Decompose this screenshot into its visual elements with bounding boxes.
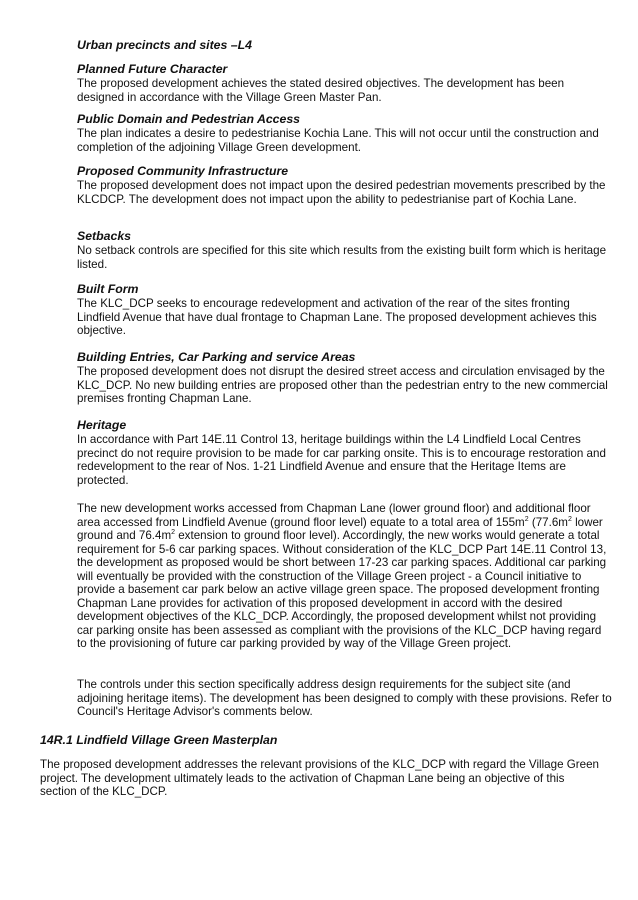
heritage-detail-part4: extension to ground floor level). Accordingly, the new works would generate a total requirement for 5-6 car parking spaces. Without consideration of the KLC_DCP Part 14E.11 Control 13, the development as proposed would be short between 17-23 car parking spaces. Additional car parking will eventually be provided with the construction of the Village Green project - a Council initiative to provide a basement car park below an active village green space. The proposed development fronting Chapman Lane provides for activation of this proposed development in accord with the desired development objectives of the KLC_DCP. Accordingly, the proposed development whilst not providing car parking onsite has been assessed as compliant with the provisions of the KLC_DCP having regard to the provisioning of future car parking provided by way of the Village Green project. <box>77 529 607 650</box>
section-title: Urban precincts and sites –L4 <box>77 38 252 52</box>
para-public-domain: The plan indicates a desire to pedestrianise Kochia Lane. This will not occur until the construction and completion of the adjoining Village Green development. <box>77 127 599 154</box>
heading-14r1: 14R.1 Lindfield Village Green Masterplan <box>40 733 278 747</box>
heading-planned-future-character: Planned Future Character <box>77 62 228 76</box>
para-heritage-detail <box>77 502 612 651</box>
heading-setbacks: Setbacks <box>77 229 132 243</box>
heading-heritage: Heritage <box>77 418 127 432</box>
para-building-entries: The proposed development does not disrupt the desired street access and circulation envisaged by the KLC_DCP. No new building entries are proposed other than the pedestrian entry to the new commercial premises fronting Chapman Lane. <box>77 365 608 405</box>
heading-public-domain: Public Domain and Pedestrian Access <box>77 112 301 126</box>
heading-community-infrastructure: Proposed Community Infrastructure <box>77 164 289 178</box>
heading-built-form: Built Form <box>77 282 139 296</box>
para-built-form: The KLC_DCP seeks to encourage redevelopment and activation of the rear of the sites fronting Lindfield Avenue that have dual frontage to Chapman Lane. The proposed development achieves this objective. <box>77 297 597 337</box>
superscript-squared: 2 <box>171 529 176 537</box>
para-community-infrastructure: The proposed development does not impact upon the desired pedestrian movements prescribed by the KLCDCP. The development does not impact upon the ability to pedestrianise part of Kochia Lane. <box>77 179 606 206</box>
heritage-detail-part2: (77.6m <box>528 515 568 529</box>
heritage-detail-part3: lower ground and 76.4m <box>77 515 603 542</box>
para-planned-future-character: The proposed development achieves the stated desired objectives. The development has been designed in accordance with the Village Green Master Pan. <box>77 77 565 104</box>
heritage-detail-part1: The new development works accessed from Chapman Lane (lower ground floor) and additional floor area accessed from Lindfield Avenue (ground floor level) equate to a total area of 155m <box>77 502 591 529</box>
superscript-squared: 2 <box>524 515 529 523</box>
superscript-squared: 2 <box>567 515 572 523</box>
heading-building-entries: Building Entries, Car Parking and service Areas <box>77 350 356 364</box>
para-setbacks: No setback controls are specified for this site which results from the existing built form which is heritage listed. <box>77 244 607 271</box>
para-heritage: In accordance with Part 14E.11 Control 13, heritage buildings within the L4 Lindfield Local Centres precinct do not require provision to be made for car parking onsite. This is to encourage restoration and redevelopment to the rear of Nos. 1-21 Lindfield Avenue and ensure that the Heritage Items are protected. <box>77 433 606 487</box>
para-controls: The controls under this section specifically address design requirements for the subject site (and adjoining heritage items). The development has been designed to comply with these provisions. Refer to Council's Heritage Advisor's comments below. <box>77 678 612 718</box>
para-14r1: The proposed development addresses the relevant provisions of the KLC_DCP with regard the Village Green project. The development ultimately leads to the activation of Chapman Lane being an objective of this section of the KLC_DCP. <box>40 758 599 798</box>
